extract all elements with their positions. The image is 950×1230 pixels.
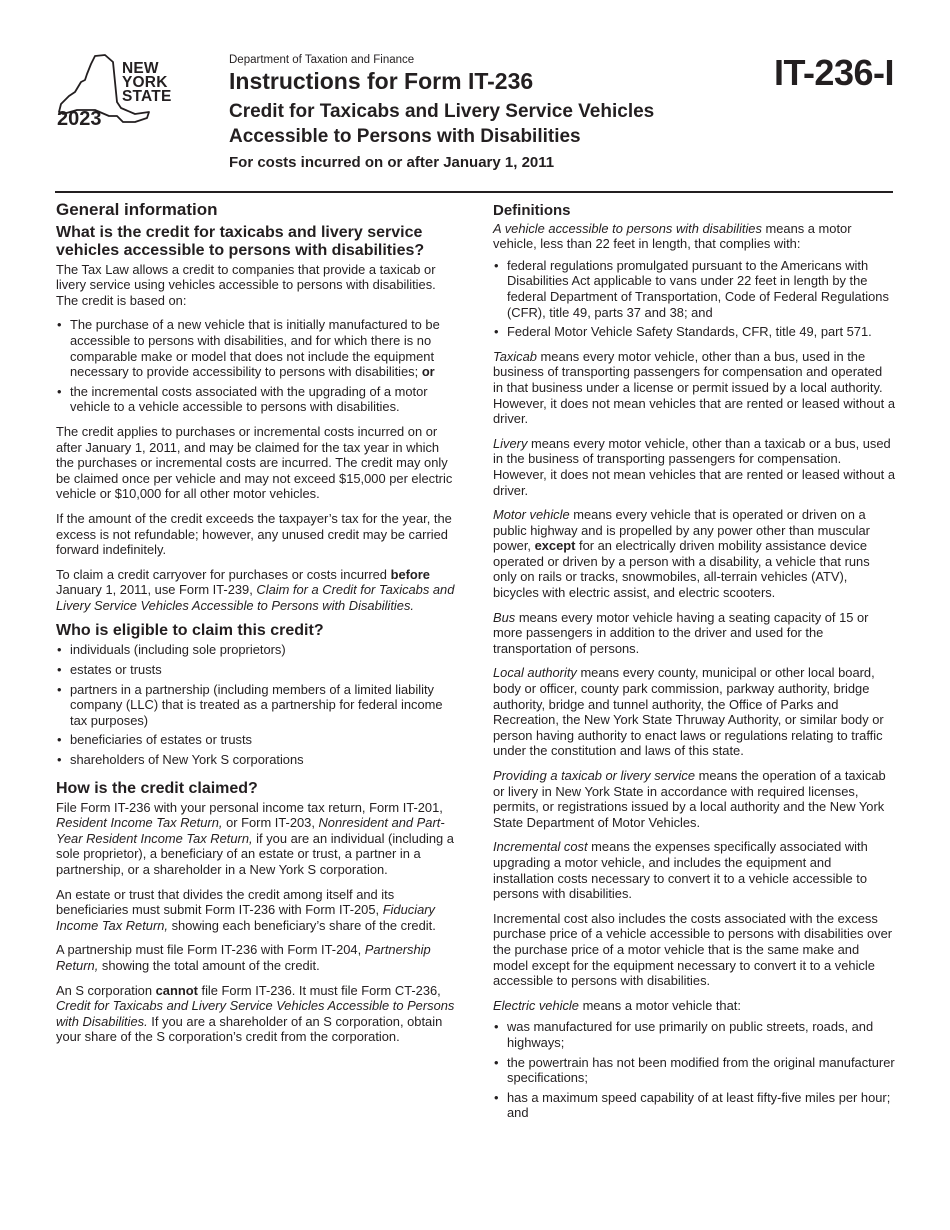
left-column (56, 200, 458, 1054)
list-item: • federal regulations promulgated pursuant to the Americans with Disabilities Act applicable to vans under 22 feet in length by the federal Department of Transportation, Code of Federal Regulations (CFR), title 49, parts 37 and 38; and (493, 258, 895, 320)
definition: Motor vehicle means every vehicle that is operated or driven on a public highway and is propelled by any power other than muscular power, except for an electrically driven mobility assistance device operated or driven by a person with a disability, a vehicle that runs only on rails or tracks, snowmobiles, all-terrain vehicles (ATV), bicycles with electric assist, and electric scooters. (493, 507, 870, 601)
list-item: • The purchase of a new vehicle that is initially manufactured to be accessible to persons with disabilities, and for which there is no comparable make or model that does not include the equipment necessary to provide accessibility to persons with disabilities; or (56, 317, 458, 379)
paragraph: File Form IT-236 with your personal income tax return, Form IT-201, Resident Income Tax Return, or Form IT-203, Nonresident and Part-Year Resident Income Tax Return, if you are an individual (including a sole proprietor), a beneficiary of an estate or trust, a partner in a partnership, or a shareholder in a New York S corporation. (56, 799, 454, 877)
subtitle-line-1: Credit for Taxicabs and Livery Service Vehicles (229, 101, 655, 122)
list-item: • the powertrain has not been modified from the original manufacturer specifications; (493, 1055, 895, 1086)
accessible-vehicle-list (493, 258, 895, 340)
paragraph: The Tax Law allows a credit to companies that provide a taxicab or livery service using vehicles accessible to persons with disabilities. The credit is based on: (56, 261, 436, 308)
definition: Local authority means every county, municipal or other local board, body or officer, county park commission, parkway authority, bridge authority, bridge and tunnel authority, the Office of Parks and Recreation, the New York State Thruway Authority, or similar body or person having authority to enact laws or regulations relating to traffic under the constitution and laws of this state. (493, 665, 884, 759)
paragraph: An S corporation cannot file Form IT-236. It must file Form CT-236, Credit for Taxicabs and Livery Service Vehicles Accessible to Persons with Disabilities. If you are a shareholder of an S corporation, obtain your share of the S corporation’s credit from the corporation. (56, 982, 455, 1045)
question-heading-credit: What is the credit for taxicabs and livery service vehicles accessible to persons with disabilities? (56, 223, 425, 259)
nys-logo (55, 52, 185, 132)
list-item: • Federal Motor Vehicle Safety Standards, CFR, title 49, part 571. (493, 324, 895, 340)
list-item: • individuals (including sole proprietors) (56, 642, 458, 658)
list-item: • estates or trusts (56, 662, 458, 678)
paragraph: To claim a credit carryover for purchases or costs incurred before January 1, 2011, use Form IT-239, Claim for a Credit for Taxicabs and Livery Service Vehicles Accessible to Persons with Disabilities. (56, 566, 455, 613)
basis-list (56, 317, 458, 415)
list-item: • the incremental costs associated with the upgrading of a motor vehicle to a vehicle accessible to persons with disabilities. (56, 384, 458, 415)
question-heading-eligible: Who is eligible to claim this credit? (56, 622, 324, 640)
paragraph: A partnership must file Form IT-236 with Form IT-204, Partnership Return, showing the total amount of the credit. (56, 942, 431, 973)
paragraph: An estate or trust that divides the credit among itself and its beneficiaries must submit Form IT-236 with Form IT-205, Fiduciary Income Tax Return, showing each beneficiary’s share of the credit. (56, 886, 436, 933)
list-item: • has a maximum speed capability of at least fifty-five miles per hour; and (493, 1090, 895, 1121)
header-divider (55, 191, 893, 193)
eligible-list (56, 642, 458, 767)
definition: A vehicle accessible to persons with disabilities means a motor vehicle, less than 22 feet in length, that complies with: (493, 220, 852, 252)
state-wordmark: NEW YORK STATE (122, 60, 172, 105)
definition: Providing a taxicab or livery service means the operation of a taxicab or livery in New York State in accordance with required licenses, permits, or registrations issued by a local authority and the New York State Department of Motor Vehicles. (493, 768, 886, 830)
paragraph: Incremental cost also includes the costs associated with the excess purchase price of a vehicle accessible to persons with disabilities over the purchase price of a motor vehicle that is the same make and model except for the equipment necessary to convert it to a vehicle accessible to persons with disabilities. (493, 910, 893, 989)
section-heading-general: General information (56, 200, 218, 219)
tax-year: 2023 (57, 108, 102, 130)
costs-note: For costs incurred on or after January 1, 2011 (229, 154, 555, 171)
list-item: • shareholders of New York S corporations (56, 752, 458, 768)
paragraph: If the amount of the credit exceeds the taxpayer’s tax for the year, the excess is not refundable; however, any unused credit may be carried forward indefinitely. (56, 510, 452, 558)
form-id: IT-236-I (773, 52, 894, 93)
section-heading-definitions: Definitions (493, 202, 571, 219)
paragraph: The credit applies to purchases or incremental costs incurred on or after January 1, 2011, and may be claimed for the tax year in which the purchases or incremental costs are incurred. The credit may only be claimed once per vehicle and may not exceed $15,000 per electric vehicle or $10,000 for all other motor vehicles. (56, 423, 453, 502)
department-name: Department of Taxation and Finance (229, 54, 415, 66)
definition: Bus means every motor vehicle having a seating capacity of 15 or more passengers in addition to the driver and used for the transportation of persons. (493, 609, 869, 656)
definition: Taxicab means every motor vehicle, other than a bus, used in the business of transporting passengers for compensation and operated in that business under a license or permit issued by a local authority. However, it does not mean vehicles that are rented or leased without a driver. (493, 348, 895, 427)
list-item: • partners in a partnership (including members of a limited liability company (LLC) that is treated as a partnership for federal income tax purposes) (56, 682, 458, 729)
electric-vehicle-list (493, 1019, 895, 1121)
right-column (493, 200, 895, 1130)
subtitle-line-2: Accessible to Persons with Disabilities (229, 126, 581, 147)
definition: Livery means every motor vehicle, other than a taxicab or a bus, used in the business of transporting passengers for compensation. However, it does not mean vehicles that are rented or leased without a driver. (493, 435, 895, 498)
definition: Electric vehicle means a motor vehicle that: (493, 997, 741, 1013)
list-item: • was manufactured for use primarily on public streets, roads, and highways; (493, 1019, 895, 1050)
list-item: • beneficiaries of estates or trusts (56, 732, 458, 748)
question-heading-claimed: How is the credit claimed? (56, 779, 258, 797)
page-title: Instructions for Form IT-236 (229, 68, 534, 94)
definition: Incremental cost means the expenses specifically associated with upgrading a motor vehicle, and includes the equipment and installation costs necessary to convert it to a vehicle accessible to persons with disabilities. (493, 839, 868, 902)
